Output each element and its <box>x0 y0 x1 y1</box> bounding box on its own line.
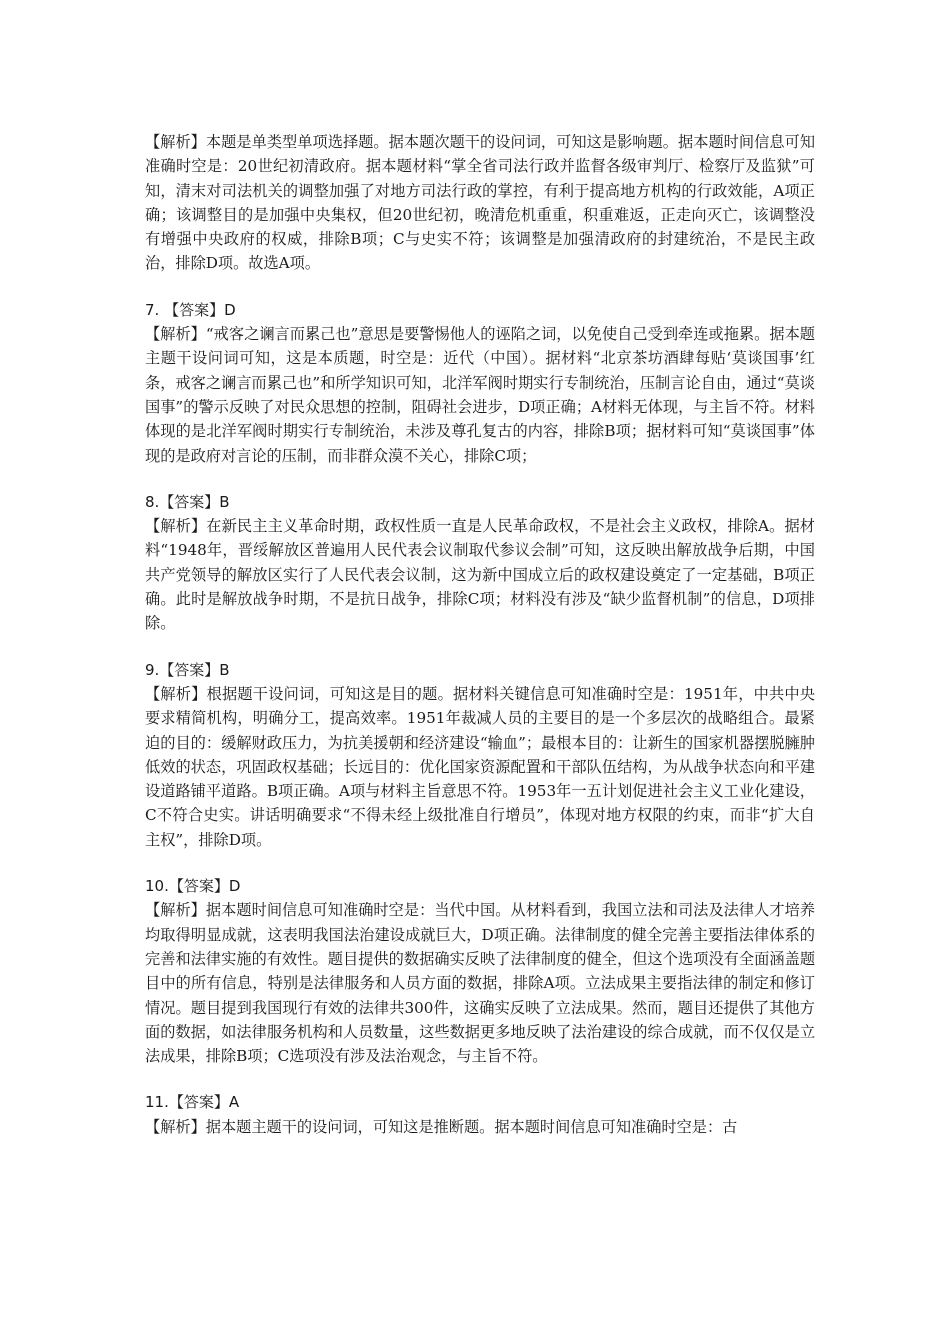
answer-line: 11.【答案】A <box>145 1093 240 1112</box>
question-10 <box>145 874 815 1068</box>
analysis-text: 【解析】据本题主题干的设问词，可知这是推断题。据本题时间信息可知准确时空是：古 <box>145 1117 738 1136</box>
question-9 <box>145 658 815 852</box>
analysis-text: 【解析】据本题时间信息可知准确时空是：当代中国。从材料看到，我国立法和司法及法律人才培养均取得明显成就，这表明我国法治建设成就巨大，D项正确。法律制度的健全完善主要指法律体系的完善和法律实施的有效性。题目提供的数据确实反映了法律制度的健全，但这个选项没有全面涵盖题目中的所有信息，特别是法律服务和人员方面的数据，排除A项。立法成果主要指法律的制定和修订情况。题目提到我国现行有效的法律共300件，这确实反映了立法成果。然而，题目还提供了其他方面的数据，如法律服务机构和人员数量，这些数据更多地反映了法治建设的综合成就，而不仅仅是立法成果，排除B项；C选项没有涉及法治观念，与主旨不符。 <box>145 901 815 1066</box>
document-page <box>145 130 815 1161</box>
analysis-text: 【解析】本题是单类型单项选择题。据本题次题干的设问词，可知这是影响题。据本题时间信息可知准确时空是：20世纪初清政府。据本题材料“掌全省司法行政并监督各级审判厅、检察厅及监狱”可知，清末对司法机关的调整加强了对地方司法行政的掌控，有利于提高地方机构的行政效能，A项正确；该调整目的是加强中央集权，但20世纪初，晚清危机重重，积重难返，正走向灭亡，该调整没有增强中央政府的权威，排除B项；C与史实不符；该调整是加强清政府的封建统治，不是民主政治，排除D项。故选A项。 <box>145 133 815 273</box>
question-11 <box>145 1090 815 1139</box>
answer-line: 8.【答案】B <box>145 492 230 511</box>
question-7 <box>145 298 815 468</box>
analysis-text: 【解析】根据题干设问词，可知这是目的题。据材料关键信息可知准确时空是：1951年，中共中央要求精简机构，明确分工，提高效率。1951年裁减人员的主要目的是一个多层次的战略组合。最紧迫的目的：缓解财政压力，为抗美援朝和经济建设“输血”；最根本目的：让新生的国家机器摆脱臃肿低效的状态，巩固政权基础；长远目的：优化国家资源配置和干部队伍结构，为从战争状态向和平建设道路铺平道路。B项正确。A项与材料主旨意思不符。1953年一五计划促进社会主义工业化建设，C不符合史实。讲话明确要求“不得未经上级批准自行增员”，体现对地方权限的约束，而非“扩大自主权”，排除D项。 <box>145 684 815 849</box>
question-8 <box>145 490 815 636</box>
analysis-text: 【解析】在新民主主义革命时期，政权性质一直是人民革命政权，不是社会主义政权，排除A。据材料“1948年，晋绥解放区普遍用人民代表会议制取代参议会制”可知，这反映出解放战争后期，中国共产党领导的解放区实行了人民代表会议制，这为新中国成立后的政权建设奠定了一定基础，B项正确。此时是解放战争时期，不是抗日战争，排除C项；材料没有涉及“缺少监督机制”的信息，D项排除。 <box>145 517 815 633</box>
answer-line: 9.【答案】B <box>145 660 230 679</box>
answer-line: 10.【答案】D <box>145 877 241 896</box>
analysis-text: 【解析】“戒客之谰言而累己也”意思是要警惕他人的诬陷之词，以免使自己受到牵连或拖累。据本题主题干设问词可知，这是本质题，时空是：近代（中国）。据材料“北京茶坊酒肆每贴‘莫谈国事’红条，戒客之谰言而累己也”和所学知识可知，北洋军阀时期实行专制统治，压制言论自由，通过“莫谈国事”的警示反映了对民众思想的控制，阻碍社会进步，D项正确；A材料无体现，与主旨不符。材料体现的是北洋军阀时期实行专制统治，未涉及尊孔复古的内容，排除B项；据材料可知“莫谈国事”体现的是政府对言论的压制，而非群众漠不关心，排除C项； <box>145 325 815 465</box>
answer-line: 7. 【答案】D <box>145 300 236 319</box>
question-6-explanation <box>145 130 815 276</box>
